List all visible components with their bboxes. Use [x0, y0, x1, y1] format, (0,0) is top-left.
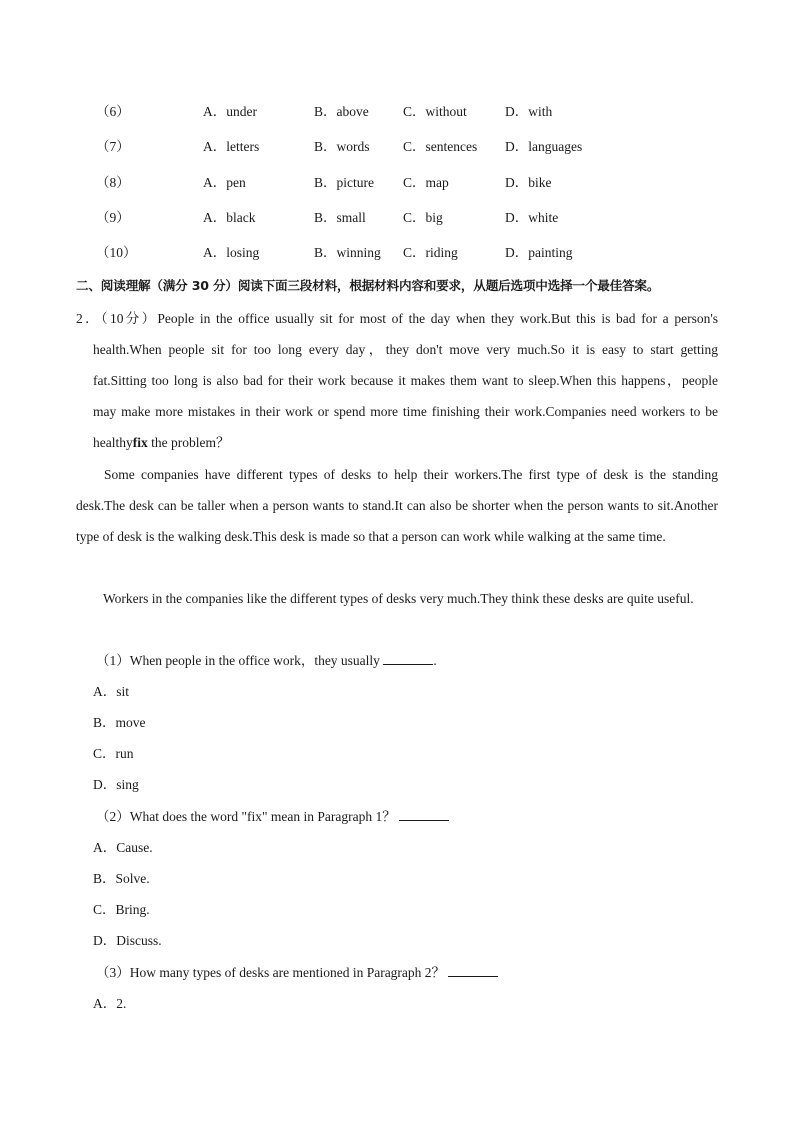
choice-item[interactable]: A．2.: [93, 996, 127, 1011]
passage-line: health.When people sit for too long every day，they don't move very much.So it is easy to start getting: [93, 342, 718, 357]
question-number: 2．（10分）: [76, 311, 158, 326]
option-a: A．letters: [203, 139, 260, 154]
option-c: C．map: [403, 175, 449, 190]
choice-item[interactable]: A．Cause.: [93, 840, 153, 855]
passage-text: the problem？: [147, 435, 230, 450]
choice-item[interactable]: D．Discuss.: [93, 933, 162, 948]
answer-blank[interactable]: [448, 962, 498, 977]
option-b: B．picture: [314, 175, 374, 190]
passage-line: may make more mistakes in their work or spend more time finishing their work.Companies need workers to be: [93, 404, 718, 419]
passage-line: fat.Sitting too long is also bad for their work because it makes them want to sleep.When this happens，people: [93, 373, 718, 388]
option-a: A．pen: [203, 175, 246, 190]
choice-item[interactable]: B．move: [93, 715, 146, 730]
option-number: （9）: [96, 210, 130, 225]
option-d: D．white: [505, 210, 559, 225]
option-a: A．losing: [203, 245, 260, 260]
option-d: D．languages: [505, 139, 583, 154]
option-b: B．above: [314, 104, 369, 119]
option-c: C．riding: [403, 245, 458, 260]
choice-item[interactable]: A．sit: [93, 684, 130, 699]
option-c: C．sentences: [403, 139, 478, 154]
option-b: B．winning: [314, 245, 381, 260]
option-number: （10）: [96, 245, 137, 260]
passage-text: People in the office usually sit for most of the day when they work.But this is bad for a person's: [157, 311, 719, 326]
question-stem: （2）What does the word "fix" mean in Paragraph 1？: [96, 809, 400, 824]
section-heading: 二、阅读理解（满分 30 分）阅读下面三段材料，根据材料内容和要求，从题后选项中选择一个最佳答案。: [76, 278, 660, 293]
highlighted-word: fix: [132, 435, 148, 450]
choice-item[interactable]: B．Solve.: [93, 871, 150, 886]
passage-last-line: [76, 427, 718, 458]
option-c: C．without: [403, 104, 467, 119]
option-number: （6）: [96, 104, 130, 119]
option-a: A．under: [203, 104, 257, 119]
option-b: B．small: [314, 210, 366, 225]
option-d: D．bike: [505, 175, 552, 190]
question-end: .: [433, 653, 437, 668]
option-c: C．big: [403, 210, 443, 225]
passage-paragraph-2: Some companies have different types of desks to help their workers.The first type of desk is the standing desk.The desk can be taller when a person wants to stand.It can also be shorter when the person wants to sit.Another type of desk is the walking desk.This desk is made so that a person can work while walking at the same time.: [76, 467, 718, 544]
choice-item[interactable]: D．sing: [93, 777, 139, 792]
answer-blank[interactable]: [383, 650, 433, 665]
question-stem: （3）How many types of desks are mentioned in Paragraph 2？: [96, 965, 449, 980]
question-3: [96, 962, 498, 984]
option-number: （7）: [96, 139, 130, 154]
passage-text: healthy: [93, 435, 133, 450]
question-2: [96, 806, 449, 828]
option-d: D．painting: [505, 245, 573, 260]
option-d: D．with: [505, 104, 553, 119]
question-stem: （1）When people in the office work，they usually: [96, 653, 384, 668]
choice-item[interactable]: C．Bring.: [93, 902, 150, 917]
choice-item[interactable]: C．run: [93, 746, 134, 761]
passage-paragraph-1: [76, 303, 718, 458]
option-a: A．black: [203, 210, 256, 225]
option-number: （8）: [96, 175, 130, 190]
answer-blank[interactable]: [399, 806, 449, 821]
passage-paragraph-3: Workers in the companies like the different types of desks very much.They think these desks are quite useful.: [103, 591, 694, 606]
question-1: [96, 650, 437, 672]
passage-first-line: [76, 303, 718, 334]
option-b: B．words: [314, 139, 370, 154]
